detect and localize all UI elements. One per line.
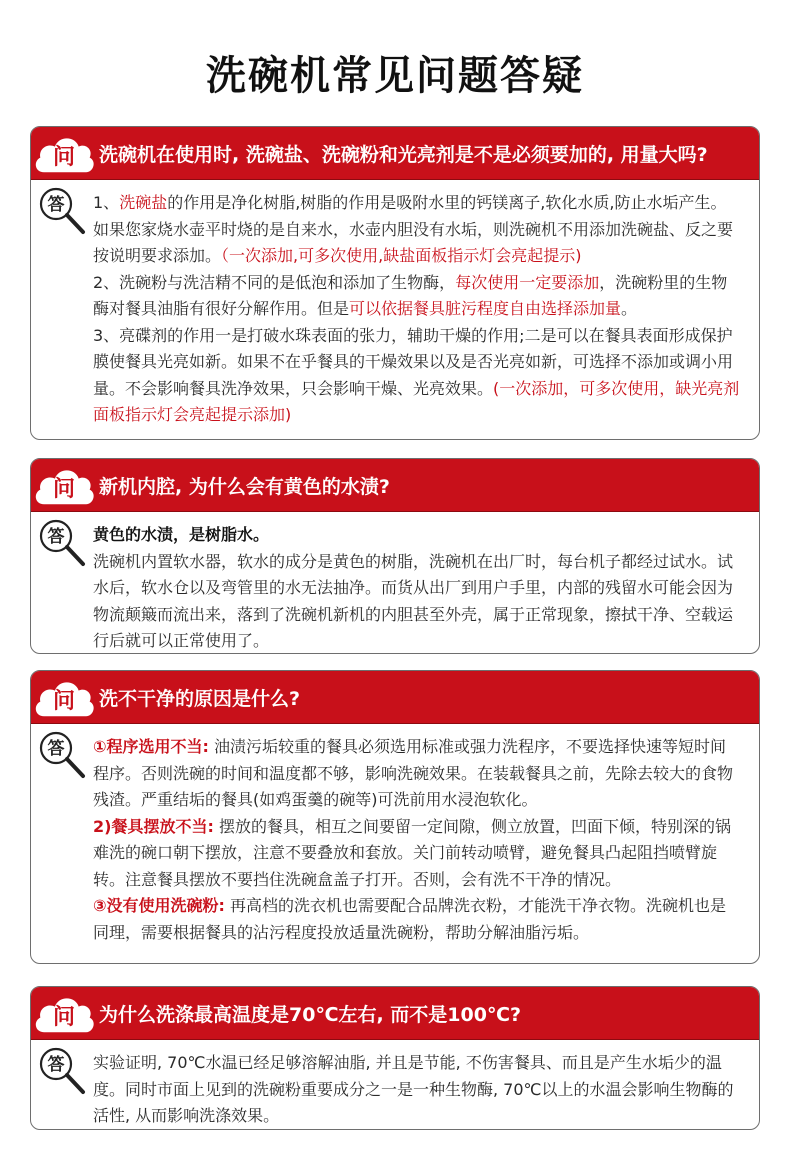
- question-badge: [31, 671, 97, 723]
- highlight-text: ③没有使用洗碗粉:: [93, 896, 225, 915]
- question-badge: [31, 459, 97, 511]
- question-text: 为什么洗涤最高温度是70℃左右, 而不是100℃?: [99, 1003, 521, 1026]
- answer-badge: [37, 186, 87, 238]
- text-run: 1、: [93, 193, 120, 212]
- faq-card-4: [30, 986, 760, 1130]
- question-bar: [31, 459, 759, 512]
- text-run: 油渍污垢较重的餐具必须选用标准或强力洗程序，不要选择快速等短时间程序。否则洗碗的时间和温度都不够，影响洗碗效果。在装载餐具之前，先除去较大的食物残渣。严重结垢的餐具(如鸡蛋羹的碗等)可洗前用水浸泡软化。: [93, 737, 734, 809]
- answer-paragraph: [93, 190, 741, 270]
- answer-paragraph: 洗碗机内置软水器，软水的成分是黄色的树脂，洗碗机在出厂时，每台机子都经过试水。试水后，软水仓以及弯管里的水无法抽净。而货从出厂到用户手里，内部的残留水可能会因为物流颠簸而流出来，落到了洗碗机新机的内胆甚至外壳，属于正常现象，擦拭干净、空载运行后就可以正常使用了。: [93, 551, 734, 650]
- text-run: 摆放的餐具，相互之间要留一定间隙，侧立放置，凹面下倾，特别深的锅难洗的碗口朝下摆放，注意不要叠放和套放。关门前转动喷臂，避免餐具凸起阻挡喷臂旋转。注意餐具摆放不要挡住洗碗盒盖子打开。否则，会有洗不干净的情况。: [93, 816, 731, 889]
- question-bar: [31, 127, 759, 180]
- highlight-text: (一次添加，可多次使用，缺光亮剂面板指示灯会亮起提示添加): [93, 378, 740, 424]
- text-run: ，洗碗粉里的生物酶对餐具油脂有很好分解作用。但是: [93, 272, 728, 318]
- question-text: 新机内腔, 为什么会有黄色的水渍?: [99, 475, 390, 498]
- answer-paragraph: [93, 893, 741, 946]
- text-run: 的作用是净化树脂,树脂的作用是吸附水里的钙镁离子,软化水质,防止水垢产生。如果您家烧水壶平时烧的是自来水，水壶内胆没有水垢，则洗碗机不用添加洗碗盐、反之要按说明要求添加。: [93, 193, 734, 265]
- question-label: 问: [52, 689, 75, 714]
- question-text: 洗不干净的原因是什么?: [99, 687, 301, 710]
- answer-body: [31, 512, 759, 654]
- faq-card-1: [30, 126, 760, 440]
- question-badge: [31, 127, 97, 179]
- question-bar: [31, 671, 759, 724]
- highlight-text: ①程序选用不当:: [93, 737, 209, 756]
- question-bar: [31, 987, 759, 1040]
- question-label: 问: [52, 145, 75, 170]
- answer-paragraph: [93, 323, 741, 429]
- answer-badge: [37, 730, 87, 782]
- highlight-text: 可以依据餐具脏污程度自由选择添加量: [349, 299, 622, 318]
- text-run: 3、亮碟剂的作用一是打破水珠表面的张力，辅助干燥的作用;二是可以在餐具表面形成保护膜使餐具光亮如新。如果不在乎餐具的干燥效果以及是否光亮如新，可选择不添加或调小用量。不会影响餐具洗净效果，只会影响干燥、光亮效果。: [93, 325, 734, 398]
- highlight-text: 每次使用一定要添加: [455, 272, 600, 292]
- faq-card-3: [30, 670, 760, 964]
- answer-body: [31, 1040, 759, 1130]
- answer-heading: 黄色的水渍，是树脂水。: [93, 525, 270, 544]
- answer-body: [31, 724, 759, 946]
- answer-paragraph: [93, 734, 741, 814]
- text-run: 2、洗碗粉与洗洁精不同的是低泡和添加了生物酶，: [93, 272, 456, 292]
- question-badge: [31, 987, 97, 1039]
- question-label: 问: [52, 1005, 75, 1030]
- answer-label: 答: [47, 1055, 65, 1075]
- answer-label: 答: [47, 527, 65, 547]
- highlight-text: 洗碗盐: [119, 193, 168, 212]
- faq-card-2: [30, 458, 760, 654]
- answer-paragraph: [93, 270, 741, 323]
- answer-label: 答: [47, 195, 65, 215]
- answer-paragraph: [93, 814, 741, 894]
- answer-label: 答: [47, 739, 65, 759]
- text-run: 。: [621, 299, 638, 318]
- answer-body: [31, 180, 759, 429]
- answer-badge: [37, 518, 87, 570]
- question-label: 问: [52, 477, 75, 502]
- highlight-text: （一次添加,可多次使用,缺盐面板指示灯会亮起提示): [221, 246, 582, 265]
- answer-badge: [37, 1046, 87, 1098]
- question-text: 洗碗机在使用时, 洗碗盐、洗碗粉和光亮剂是不是必须要加的, 用量大吗?: [99, 143, 708, 166]
- highlight-text: 2)餐具摆放不当:: [93, 816, 214, 836]
- answer-paragraph: 实验证明, 70℃水温已经足够溶解油脂, 并且是节能, 不伤害餐具、而且是产生水垢少的温度。同时市面上见到的洗碗粉重要成分之一是一种生物酶, 70℃以上的水温会影响生物酶的活性, 从而影响洗涤效果。: [93, 1053, 734, 1125]
- page-title: 洗碗机常见问题答疑: [206, 53, 584, 99]
- text-run: 再高档的洗衣机也需要配合品牌洗衣粉，才能洗干净衣物。洗碗机也是同理，需要根据餐具的沾污程度投放适量洗碗粉，帮助分解油脂污垢。: [93, 896, 727, 942]
